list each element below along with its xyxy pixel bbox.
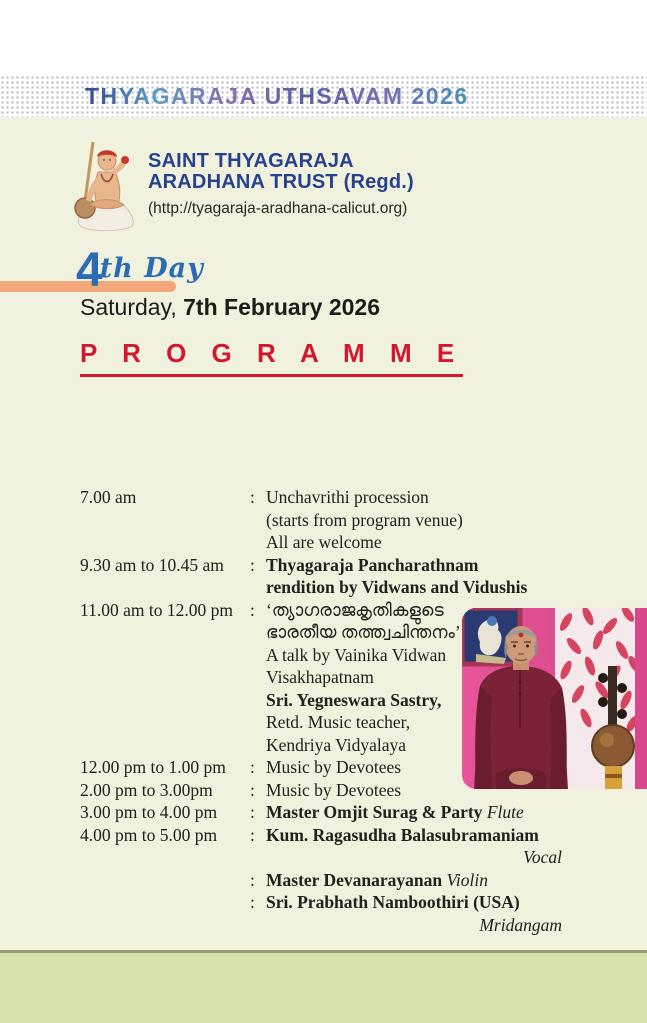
- schedule-event-text: Kendriya Vidyalaya: [266, 734, 407, 755]
- schedule-event: [266, 824, 562, 869]
- schedule-time: 4.00 pm to 5.00 pm: [80, 824, 218, 845]
- programme-heading: P R O G R A M M E: [80, 338, 463, 377]
- schedule-row: [80, 486, 562, 554]
- schedule-event-line: [266, 531, 562, 554]
- trust-website-url: (http://tyagaraja-aradhana-calicut.org): [148, 200, 408, 217]
- schedule-time: 3.00 pm to 4.00 pm: [80, 802, 218, 822]
- schedule-time: 2.00 pm to 3.00pm: [80, 779, 213, 800]
- schedule-event: [266, 801, 562, 824]
- schedule-event-text: rendition by Vidwans and Vidushis: [266, 577, 528, 597]
- programme-heading-wrap: [80, 338, 463, 377]
- schedule-event-text: Sri. Yegneswara Sastry,: [266, 689, 442, 710]
- schedule-event-line: [266, 914, 562, 937]
- day-heading: [76, 244, 207, 297]
- schedule-event: [266, 869, 562, 892]
- schedule-event-text: Mridangam: [479, 914, 562, 935]
- trust-name-line2: ARADHANA TRUST (Regd.): [148, 171, 414, 193]
- schedule-time: 12.00 pm to 1.00 pm: [80, 757, 226, 777]
- schedule-event-line: [266, 554, 562, 577]
- schedule-event-text: Flute: [486, 802, 524, 822]
- schedule-row: [80, 869, 562, 892]
- schedule-event-line: [266, 509, 562, 532]
- schedule-event-line: [266, 576, 562, 599]
- day-number: 4: [76, 244, 103, 297]
- schedule-event-line: [266, 846, 562, 869]
- trust-header: [70, 138, 414, 234]
- schedule-colon: :: [250, 487, 255, 507]
- schedule-row: [80, 824, 562, 869]
- schedule-event-text: Master Omjit Surag & Party: [266, 802, 487, 822]
- schedule-event-line: [266, 891, 562, 914]
- schedule-event-text: Retd. Music teacher,: [266, 712, 411, 732]
- schedule-event-text: ഭാരതീയ തത്ത്വചിന്തനം’: [266, 622, 461, 642]
- schedule-row: [80, 801, 562, 824]
- schedule-event-text: Vocal: [523, 847, 562, 867]
- schedule-colon: :: [250, 802, 255, 822]
- schedule-event-text: All are welcome: [266, 532, 382, 552]
- schedule-event: [266, 486, 562, 554]
- schedule-colon: :: [250, 869, 255, 890]
- schedule-event-text: Violin: [446, 869, 488, 890]
- schedule-event-text: A talk by Vainika Vidwan: [266, 644, 447, 665]
- event-date-bold: 7th February 2026: [183, 294, 381, 320]
- schedule-row: [80, 891, 562, 936]
- schedule-colon: :: [250, 892, 255, 912]
- schedule-event-line: [266, 486, 562, 509]
- schedule-colon: :: [250, 824, 255, 845]
- schedule-colon: :: [250, 757, 255, 777]
- schedule-colon: :: [250, 599, 255, 620]
- schedule-event: [266, 891, 562, 936]
- schedule-event: [266, 554, 562, 599]
- schedule-event-text: Thyagaraja Pancharathnam: [266, 554, 479, 575]
- schedule-event-text: ‘ത്യാഗരാജകൃതികളുടെ: [266, 599, 444, 620]
- schedule-event-text: Master Devanarayanan: [266, 869, 447, 890]
- trust-text-block: [148, 151, 414, 234]
- schedule-time: 11.00 am to 12.00 pm: [80, 599, 233, 620]
- event-date: [80, 294, 380, 321]
- schedule-event-text: Sri. Prabhath Namboothiri (USA): [266, 892, 520, 912]
- schedule-time: 7.00 am: [80, 487, 137, 507]
- day-suffix: th Day: [99, 253, 204, 284]
- festival-title: THYAGARAJA UTHSAVAM 2026: [85, 82, 469, 109]
- schedule-event-text: Unchavrithi procession: [266, 487, 429, 507]
- trust-name-line1: SAINT THYAGARAJA: [148, 150, 354, 172]
- schedule-time: [80, 891, 250, 936]
- schedule-colon: :: [250, 554, 255, 575]
- schedule-time: [80, 869, 250, 892]
- schedule-event-text: (starts from program venue): [266, 509, 463, 530]
- schedule-colon: :: [250, 779, 255, 800]
- schedule-event-text: Kum. Ragasudha Balasubramaniam: [266, 824, 539, 845]
- schedule-event-text: Visakhapatnam: [266, 667, 374, 687]
- schedule-row: [80, 554, 562, 599]
- schedule-event-text: Music by Devotees: [266, 779, 402, 800]
- schedule-event-line: [266, 801, 562, 824]
- title-banner: [0, 75, 647, 117]
- event-weekday: Saturday,: [80, 294, 184, 320]
- saint-thyagaraja-icon: [70, 138, 142, 234]
- schedule-time: 9.30 am to 10.45 am: [80, 554, 224, 575]
- speaker-photo: [462, 608, 647, 789]
- schedule-event-text: Music by Devotees: [266, 757, 402, 777]
- schedule-event-line: [266, 869, 562, 892]
- schedule-event-line: [266, 824, 562, 847]
- footer-band: [0, 950, 647, 1023]
